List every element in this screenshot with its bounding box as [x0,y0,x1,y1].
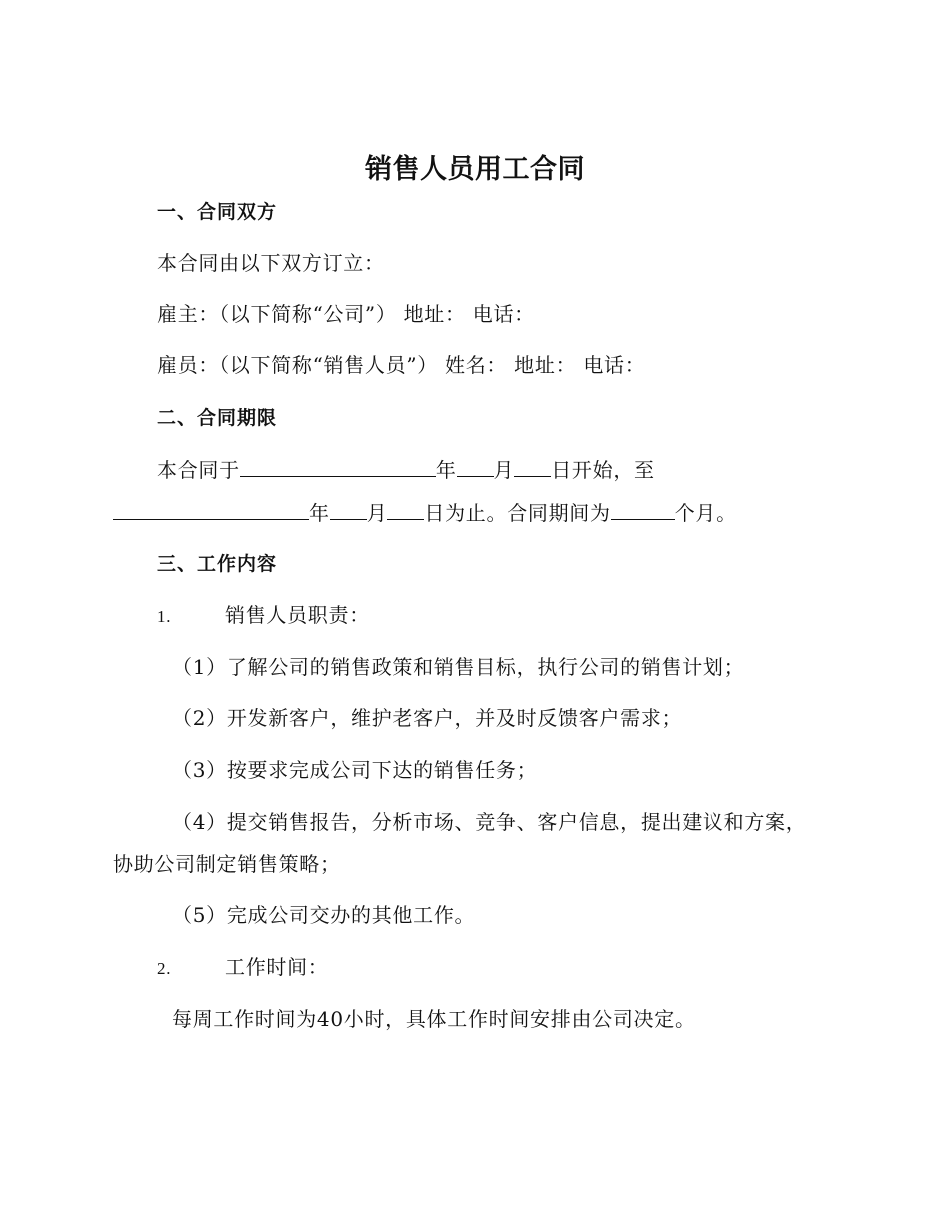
parties-intro: 本合同由以下双方订立： [157,251,385,275]
item-label: 销售人员职责： [225,603,370,627]
duty-3: （3）按要求完成公司下达的销售任务； [172,758,538,782]
section-heading-term: 二、合同期限 [157,407,278,429]
section-heading-parties: 一、合同双方 [157,201,278,223]
start-year-blank [240,456,436,477]
employer-line: 雇主：（以下简称“公司”） 地址： 电话： [157,302,535,326]
months-count-blank [611,499,675,520]
section-heading-work: 三、工作内容 [157,553,278,575]
item-label: 工作时间： [225,955,329,979]
year-label: 年 [435,458,457,482]
end-month-blank [330,499,367,520]
day-start-label: 日开始，至 [551,458,655,482]
term-end-line [113,499,737,526]
work-hours-text: 每周工作时间为40小时，具体工作时间安排由公司决定。 [172,1007,696,1031]
item-hours [157,954,329,982]
duty-2: （2）开发新客户，维护老客户，并及时反馈客户需求； [172,706,683,730]
months-label: 个月。 [674,501,737,525]
item-number: 1. [157,607,172,626]
duty-1: （1）了解公司的销售政策和销售目标，执行公司的销售计划； [172,655,745,679]
year-label: 年 [309,501,330,525]
employee-line: 雇员：（以下简称“销售人员”） 姓名： 地址： 电话： [157,353,646,377]
term-start-text: 本合同于 [157,458,240,482]
day-end-label: 日为止。合同期间为 [424,501,611,525]
duty-4: （4）提交销售报告，分析市场、竞争、客户信息，提出建议和方案， [172,810,807,834]
document-title: 销售人员用工合同 [365,154,585,185]
start-month-blank [457,456,494,477]
item-duties [157,602,370,630]
end-year-blank [113,499,309,520]
month-label: 月 [366,501,388,525]
term-start-line [157,456,655,483]
end-day-blank [387,499,424,520]
month-label: 月 [493,458,515,482]
start-day-blank [514,456,551,477]
duty-5: （5）完成公司交办的其他工作。 [172,903,476,927]
item-number: 2. [157,959,172,978]
duty-4-continued: 协助公司制定销售策略； [113,852,341,876]
